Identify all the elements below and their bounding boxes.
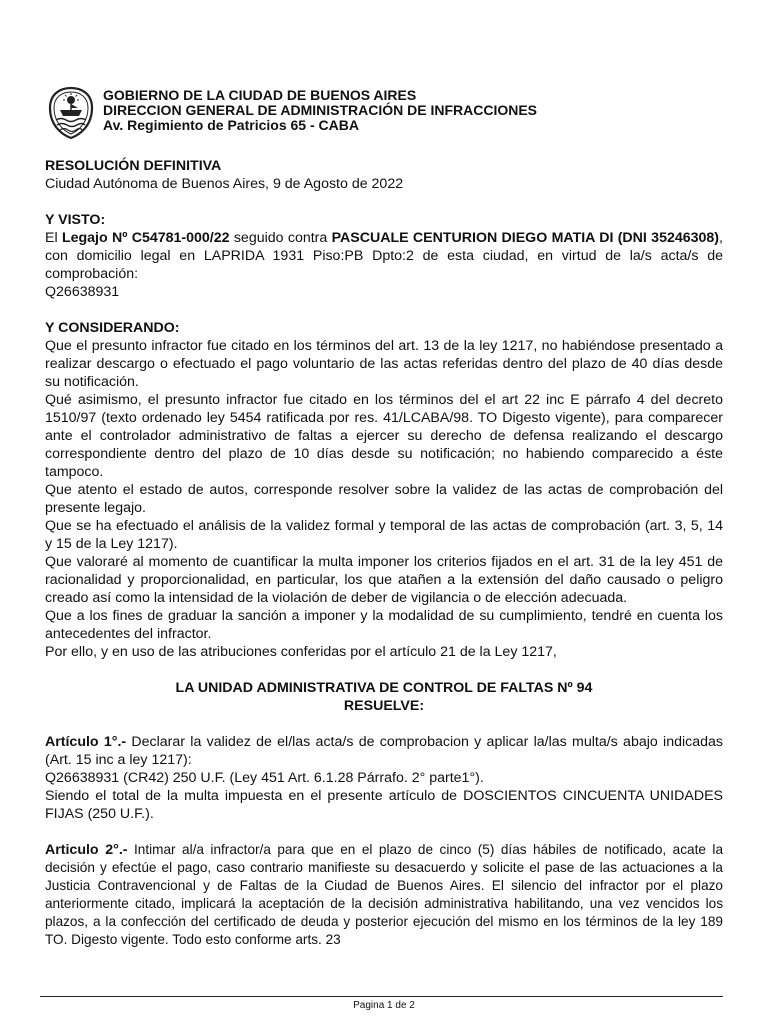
document-body: [45, 157, 723, 949]
letterhead: [103, 88, 537, 133]
visto-paragraph: [45, 229, 723, 283]
page-number: Pagina 1 de 2: [353, 1000, 415, 1011]
document-title: RESOLUCIÓN DEFINITIVA: [45, 158, 222, 174]
header-direction: DIRECCION GENERAL DE ADMINISTRACIÓN DE INFRACCIONES: [103, 102, 538, 118]
considerando-paragraph: Que se ha efectuado el análisis de la validez formal y temporal de las actas de comprobación (art. 3, 5, 14 y 15 de la Ley 1217).: [45, 518, 723, 552]
articulo-1-label: Artículo 1°.-: [45, 734, 127, 750]
header-address: Av. Regimiento de Patricios 65 - CABA: [103, 117, 359, 133]
considerando-paragraph: Que valoraré al momento de cuantificar la multa imponer los criterios fijados en el art. 31 de la ley 451 de racionalidad y proporcionalidad, en particular, los que atañen a la extensión del daño causado o peligro creado así como la intensidad de la violación de deber de vigilancia o de elección adecuada.: [45, 554, 723, 606]
city-seal-icon: [48, 86, 94, 140]
articulo-1-fine: Q26638931 (CR42) 250 U.F. (Ley 451 Art. 6.1.28 Párrafo. 2° parte1°).: [45, 770, 484, 786]
considerando-paragraph: Por ello, y en uso de las atribuciones conferidas por el artículo 21 de la Ley 1217,: [45, 644, 557, 660]
visto-text-c: , con domicilio legal en LAPRIDA 1931 Piso:PB Dpto:2 de esta ciudad, en virtud de la/s acta/s de comprobación:: [45, 230, 723, 282]
legajo-number: Legajo Nº C54781-000/22: [61, 230, 230, 246]
articulo-2-label: Articulo 2°.-: [45, 842, 128, 858]
unidad-heading: LA UNIDAD ADMINISTRATIVA DE CONTROL DE FALTAS Nº 94: [175, 680, 593, 696]
visto-heading: Y VISTO:: [45, 212, 106, 228]
visto-text-a: El: [45, 230, 62, 246]
acta-number: Q26638931: [45, 284, 120, 300]
considerando-paragraph: Que atento el estado de autos, corresponde resolver sobre la validez de las actas de comprobación del presente legajo.: [45, 482, 723, 516]
footer-divider: [40, 996, 723, 997]
resuelve-heading: RESUELVE:: [343, 698, 425, 714]
articulo-2: [45, 841, 723, 949]
visto-text-b: seguido contra: [229, 230, 332, 246]
header-government: GOBIERNO DE LA CIUDAD DE BUENOS AIRES: [103, 87, 417, 103]
articulo-1-total: Siendo el total de la multa impuesta en el presente artículo de DOSCIENTOS CINCUENTA UNIDADES FIJAS (250 U.F.).: [45, 788, 723, 822]
articulo-1-text: Declarar la validez de el/las acta/s de comprobacion y aplicar la/las multa/s abajo indicadas (Art. 15 inc a ley 1217):: [45, 734, 723, 768]
articulo-2-text: Intimar al/a infractor/a para que en el plazo de cinco (5) días hábiles de notificado, acate la decisión y efectúe el pago, caso contrario manifieste su desacuerdo y solicite el pase de las actuaciones a la Justicia Contravencional y de Faltas de la Ciudad de Buenos Aires. El silencio del infractor por el plazo anteriormente citado, implicará la aceptación de la decisión administrativa habilitando, una vez vencidos los plazos, a la confección del certificado de deuda y posterior ejecución del mismo en los términos de la ley 189 TO. Digesto vigente. Todo esto conforme arts. 23: [45, 842, 724, 947]
considerando-heading: Y CONSIDERANDO:: [45, 320, 180, 336]
document-date: Ciudad Autónoma de Buenos Aires, 9 de Agosto de 2022: [45, 176, 404, 192]
considerando-paragraph: Qué asimismo, el presunto infractor fue citado en los términos del el art 22 inc E párrafo 4 del decreto 1510/97 (texto ordenado ley 5454 ratificada por res. 41/LCABA/98. TO Digesto vigente), para comparecer ante el controlador administrativo de faltas a ejercer su derecho de defensa realizando el descargo correspondiente dentro del plazo de 10 días desde su notificación; no habiendo comparecido a éste tampoco.: [45, 392, 723, 480]
infractor-name: PASCUALE CENTURION DIEGO MATIA DI (DNI 35246308): [331, 230, 720, 246]
articulo-1: [45, 733, 723, 769]
considerando-paragraph: Que el presunto infractor fue citado en los términos del art. 13 de la ley 1217, no habiéndose presentado a realizar descargo o efectuado el pago voluntario de las actas referidas dentro del plazo de 40 días desde su notificación.: [45, 338, 723, 390]
considerando-paragraph: Que a los fines de graduar la sanción a imponer y la modalidad de su cumplimiento, tendré en cuenta los antecedentes del infractor.: [45, 608, 723, 642]
